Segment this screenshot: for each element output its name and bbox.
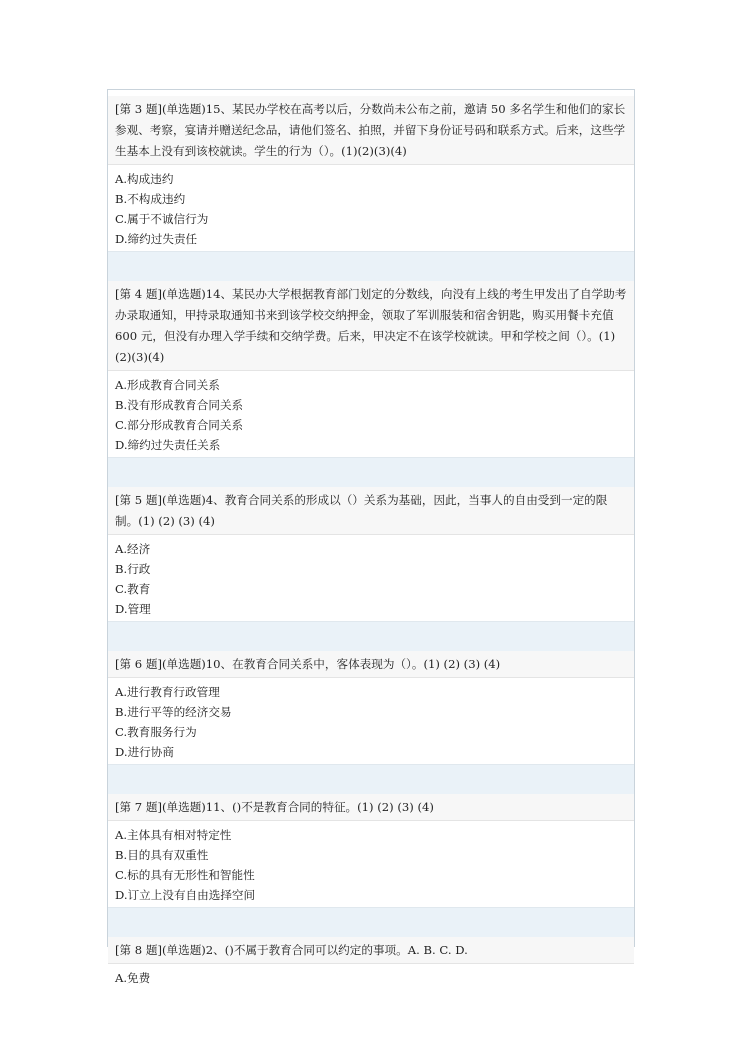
- option-d[interactable]: D.缔约过失责任: [115, 232, 198, 246]
- option-a[interactable]: A.免费: [115, 971, 151, 985]
- option-a[interactable]: A.主体具有相对特定性: [115, 828, 232, 842]
- question-7-header: [第 7 题](单选题)11、()不是教育合同的特征。(1) (2) (3) (4): [108, 794, 634, 821]
- option-b[interactable]: B.行政: [115, 562, 151, 576]
- option-d[interactable]: D.进行协商: [115, 745, 174, 759]
- option-b[interactable]: B.不构成违约: [115, 192, 186, 206]
- option-c[interactable]: C.部分形成教育合同关系: [115, 418, 244, 432]
- question-6-options: [108, 678, 634, 764]
- option-d[interactable]: D.缔约过失责任关系: [115, 438, 221, 452]
- question-6-header: [第 6 题](单选题)10、在教育合同关系中，客体表现为（）。(1) (2) (3) (4): [108, 651, 634, 678]
- question-5-header: [第 5 题](单选题)4、教育合同关系的形成以（）关系为基础，因此，当事人的自由受到一定的限制。(1) (2) (3) (4): [108, 487, 634, 535]
- question-list: [107, 89, 635, 985]
- option-d[interactable]: D.订立上没有自由选择空间: [115, 888, 256, 902]
- option-a[interactable]: A.进行教育行政管理: [115, 685, 220, 699]
- question-3-options: [108, 165, 634, 251]
- option-d[interactable]: D.管理: [115, 602, 151, 616]
- option-a[interactable]: A.构成违约: [115, 172, 174, 186]
- question-separator: [108, 251, 634, 281]
- question-8-header: [第 8 题](单选题)2、()不属于教育合同可以约定的事项。A. B. C. D.: [108, 937, 634, 964]
- option-a[interactable]: A.经济: [115, 542, 151, 556]
- option-c[interactable]: C.教育: [115, 582, 151, 596]
- option-b[interactable]: B.没有形成教育合同关系: [115, 398, 244, 412]
- question-8-options: [108, 964, 634, 990]
- option-a[interactable]: A.形成教育合同关系: [115, 378, 220, 392]
- question-separator: [108, 764, 634, 794]
- question-7-options: [108, 821, 634, 907]
- question-4-options: [108, 371, 634, 457]
- question-separator: [108, 907, 634, 937]
- option-b[interactable]: B.目的具有双重性: [115, 848, 209, 862]
- option-c[interactable]: C.标的具有无形性和智能性: [115, 868, 255, 882]
- question-3-header: [第 3 题](单选题)15、某民办学校在高考以后，分数尚未公布之前，邀请 50 多名学生和他们的家长参观、考察，宴请并赠送纪念品，请他们签名、拍照，并留下身份证号码和联系方式。后来，这些学生基本上没有到该校就读。学生的行为（）。(1)(2)(3)(4): [108, 96, 634, 165]
- option-c[interactable]: C.属于不诚信行为: [115, 212, 209, 226]
- question-5-options: [108, 535, 634, 621]
- question-separator: [108, 621, 634, 651]
- question-4-header: [第 4 题](单选题)14、某民办大学根据教育部门划定的分数线，向没有上线的考生甲发出了自学助考办录取通知，甲持录取通知书来到该学校交纳押金，领取了军训服装和宿舍钥匙，购买用餐卡充值 600 元，但没有办理入学手续和交纳学费。后来，甲决定不在该学校就读。甲和学校之间（）。(1)(2)(3)(4): [108, 281, 634, 371]
- option-b[interactable]: B.进行平等的经济交易: [115, 705, 232, 719]
- question-separator: [108, 457, 634, 487]
- option-c[interactable]: C.教育服务行为: [115, 725, 197, 739]
